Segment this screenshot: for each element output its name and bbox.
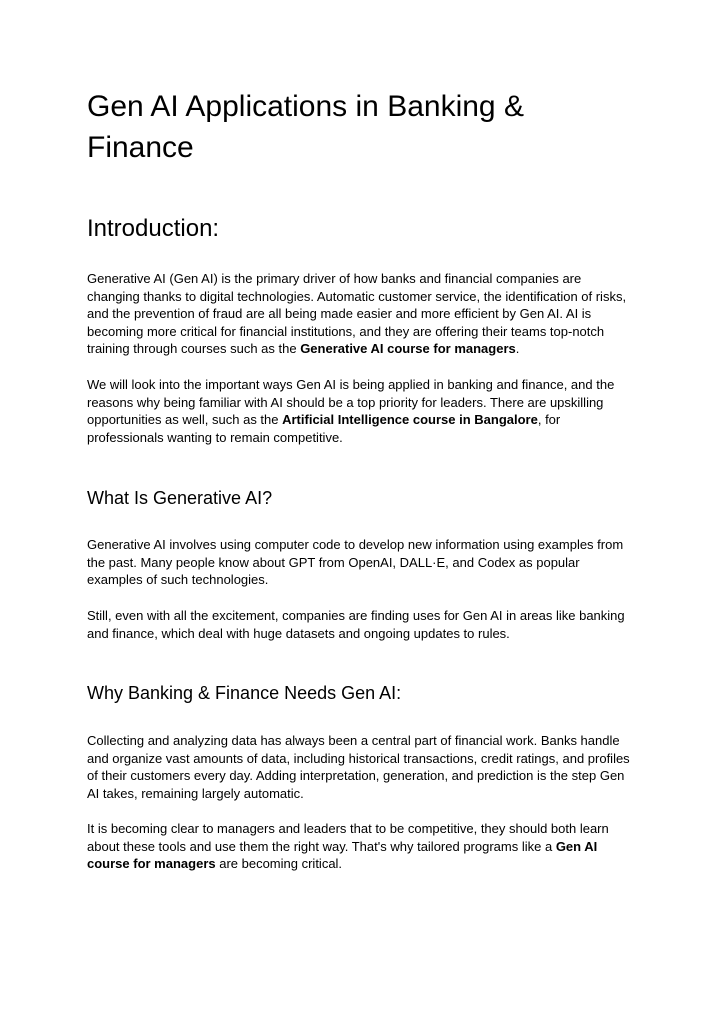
generative-ai-paragraph-1: Generative AI involves using computer code to develop new information using examples from the past. Many people know about GPT from OpenAI, DALL·E, and Codex as popular examples of such technologies. — [87, 537, 624, 588]
document-title: Gen AI Applications in Banking & Finance — [87, 90, 524, 164]
heading-introduction: Introduction: — [87, 215, 220, 242]
intro-paragraph-1-bold: Generative AI course for managers — [300, 341, 516, 357]
intro-paragraph-2-bold: Artificial Intelligence course in Bangalore — [282, 412, 538, 428]
intro-paragraph-1 — [87, 270, 635, 358]
intro-paragraph-2 — [87, 376, 635, 446]
banking-paragraph-2 — [87, 820, 635, 873]
banking-paragraph-2-text: It is becoming clear to managers and leaders that to be competitive, they should both learn about these tools and use them the right way. That's why tailored programs like a — [87, 821, 609, 854]
intro-paragraph-2-tail: , for professionals wanting to remain competitive. — [87, 412, 561, 445]
banking-paragraph-1: Collecting and analyzing data has always been a central part of financial work. Banks handle and organize vast amounts of data, including historical transactions, credit ratings, and profiles of their customers every day. Adding interpretation, generation, and prediction is the step Gen AI takes, remaining largely automatic. — [87, 733, 630, 801]
heading-why-banking-finance: Why Banking & Finance Needs Gen AI: — [87, 683, 402, 703]
intro-paragraph-1-tail: . — [515, 341, 520, 357]
intro-paragraph-1-text: Generative AI (Gen AI) is the primary driver of how banks and financial companies are changing thanks to digital technologies. Automatic customer service, the identification of risks, and the prevention of fraud are all being made easier and more efficient by Gen AI. AI is becoming more critical for financial institutions, and they are offering their teams top-notch training through courses such as the — [87, 271, 627, 357]
banking-paragraph-2-bold: Gen AI course for managers — [87, 838, 598, 872]
banking-paragraph-2-tail: are becoming critical. — [215, 856, 343, 872]
intro-paragraph-2-text: We will look into the important ways Gen AI is being applied in banking and finance, and the reasons why being familiar with AI should be a top priority for leaders. There are upskilling opportunities as well, such as the — [87, 377, 615, 428]
generative-ai-paragraph-2: Still, even with all the excitement, companies are finding uses for Gen AI in areas like banking and finance, which deal with huge datasets and ongoing updates to rules. — [87, 608, 625, 641]
heading-what-is-generative-ai: What Is Generative AI? — [87, 488, 273, 508]
